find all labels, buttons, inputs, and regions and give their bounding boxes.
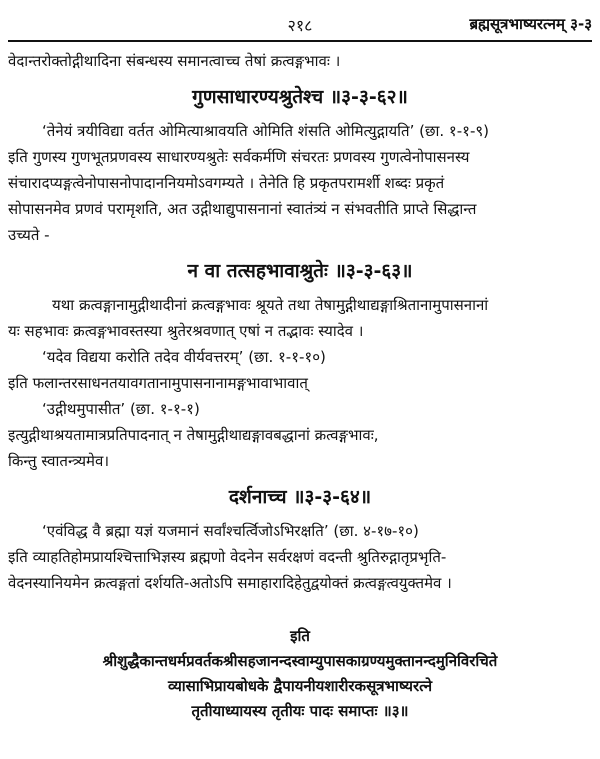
running-title: ब्रह्मसूत्रभाष्यरत्नम् ३-३ (469, 15, 592, 33)
text-line: किन्तु स्वातन्त्र्यमेव। (8, 452, 110, 470)
quote-line: ‘उद्गीथमुपासीत’ (छा. १-१-१) (42, 400, 200, 418)
sutra-heading-64: दर्शनाच्च ॥३-३-६४॥ (228, 486, 372, 508)
colophon-iti: इति (290, 627, 310, 645)
page-header (8, 14, 592, 38)
header-rule (8, 40, 592, 42)
text-line: उच्यते - (8, 226, 50, 244)
text-line: इति गुणस्य गुणभूतप्रणवस्य साधारण्यश्रुतेः सर्वकर्मणि संचरतः प्रणवस्य गुणत्वेनोपासनस्य (8, 148, 470, 166)
text-line: सोपासनमेव प्रणवं परामृशति, अत उद्गीथाद्युपासनानां स्वातंत्र्यं न संभवतीति प्राप्ते सिद्धान्त (8, 200, 477, 218)
page-body (8, 48, 592, 724)
quote-line: ‘यदेव विद्यया करोति तदेव वीर्यवत्तरम्’ (छा. १-१-१०) (42, 348, 326, 366)
chapter-colophon (8, 624, 592, 724)
text-line: इत्युद्गीथाश्रयतामात्रप्रतिपादनात् न तेषामुद्गीथाद्यङ्गावबद्धानां क्रत्वङ्गभावः, (8, 426, 379, 444)
text-line: इति फलान्तरसाधनतयावगतानामुपासनानामङ्गभावाभावात् (8, 374, 308, 392)
text-line: वेदान्तरोक्तोद्गीथादिना संबन्धस्य समानत्वाच्च तेषां क्रत्वङ्गभावः । (8, 52, 341, 70)
colophon-line: तृतीयाध्यायस्य तृतीयः पादः समाप्तः ॥३॥ (191, 702, 409, 720)
text-line: वेदनस्यानियमेन क्रत्वङ्गतां दर्शयति-अतोऽपि समाहारादिहेतुद्वयोक्तं क्रत्वङ्गत्वयुक्तमेव । (8, 574, 452, 592)
text-line: इति व्याहतिहोमप्रायश्चित्ताभिज्ञस्य ब्रह्मणो वेदनेन सर्वरक्षणं वदन्ती श्रुतिरुद्गातृप्रभृति- (8, 548, 447, 566)
quote-line: ‘तेनेयं त्रयीविद्या वर्तत ओमित्याश्रावयति ओमिति शंसति ओमित्युद्गायति’ (छा. १-१-९) (42, 122, 490, 140)
sutra-heading-62: गुणसाधारण्यश्रुतेश्च ॥३-३-६२॥ (192, 86, 408, 108)
colophon-line: श्रीशुद्धैकान्तधर्मप्रवर्तकश्रीसहजानन्दस्वाम्युपासकाग्रण्यमुक्तानन्दमुनिविरचिते (102, 652, 498, 670)
text-line: यः सहभावः क्रत्वङ्गभावस्तस्या श्रुतेरश्रवणात् एषां न तद्भावः स्यादेव । (8, 322, 364, 340)
page-number: २१८ (287, 16, 313, 35)
quote-line: ‘एवंविद्ध वै ब्रह्मा यज्ञं यजमानं सर्वांश्चर्त्विजोऽभिरक्षति’ (छा. ४-१७-१०) (42, 522, 419, 540)
colophon-line: व्यासाभिप्रायबोधके द्वैपायनीयशारीरकसूत्रभाष्यरत्ने (167, 677, 433, 695)
text-line: संचारादप्यङ्गत्वेनोपासनोपादाननियमोऽवगम्यते । तेनेति हि प्रकृतपरामर्शी शब्दः प्रकृतं (8, 174, 445, 192)
sutra-heading-63: न वा तत्सहभावाश्रुतेः ॥३-३-६३॥ (187, 260, 413, 282)
text-line: यथा क्रत्वङ्गानामुद्गीथादीनां क्रत्वङ्गभावः श्रूयते तथा तेषामुद्गीथाद्यङ्गाश्रितानामुपासनानां (52, 296, 489, 314)
